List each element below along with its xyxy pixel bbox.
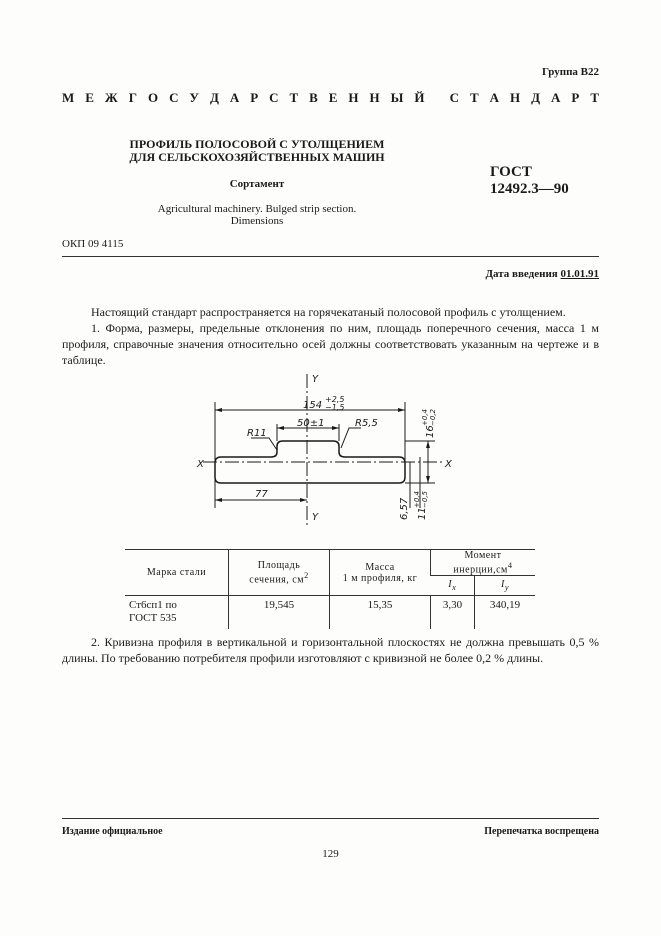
cell-mass: 15,35 — [330, 596, 431, 630]
reprint-note: Перепечатка воспрещена — [484, 826, 599, 837]
subtitle: Сортамент — [229, 178, 285, 190]
cell-area: 19,545 — [229, 596, 330, 630]
cell-grade: Ст6сп1 по ГОСТ 535 — [129, 599, 177, 625]
mass-label-line1: Масса — [365, 561, 395, 573]
page-number: 129 — [322, 848, 339, 860]
banner-letter: С — [269, 90, 279, 105]
banner-letter: А — [229, 90, 240, 105]
footer-divider — [62, 818, 599, 819]
standard-banner — [62, 90, 599, 106]
arrow — [426, 441, 430, 448]
banner-letter: А — [489, 90, 500, 105]
english-title-line-1: Agricultural machinery. Bulged strip section. — [157, 203, 357, 215]
banner-letter: Й — [414, 90, 425, 105]
banner-letter: Е — [85, 90, 94, 105]
header-divider — [62, 256, 599, 257]
okp-code: ОКП 09 4115 — [62, 238, 124, 250]
banner-letter: Р — [250, 90, 259, 105]
paragraph-2: 2. Кривизна профиля в вертикальной и горизонтальной плоскостях не должна превышать 0,5 % длины. По требованию потребителя профили изготовляют с кривизной не более 0,2 % длины. — [62, 635, 599, 665]
banner-letter: Е — [328, 90, 338, 105]
dim-thickness-text: 11 — [417, 507, 428, 520]
banner-letter: А — [551, 90, 561, 105]
leader-r55 — [341, 428, 361, 448]
banner-letter: Д — [531, 90, 541, 105]
col-iy: $I_y$ — [475, 576, 535, 596]
group-code: Группа В22 — [541, 66, 599, 78]
dim-width-text: 154 — [303, 400, 323, 411]
banner-letter: Н — [510, 90, 521, 105]
date-value: 01.01.91 — [560, 268, 599, 280]
banner-letter: Г — [128, 90, 137, 105]
col-steel-grade: Марка стали — [125, 550, 229, 596]
dim-thickness-tol-upper: +0,4 — [413, 491, 421, 508]
area-label-line1: Площадь — [257, 560, 301, 571]
dim-height-tol-lower: −0,2 — [429, 409, 437, 426]
dim-half-text: 77 — [255, 489, 268, 500]
english-title-line-2: Dimensions — [230, 215, 284, 227]
banner-letter: Ы — [390, 90, 404, 105]
axis-x-label-right: X — [445, 459, 452, 470]
dim-height-text: 16 — [425, 425, 436, 438]
cell-ix: 3,30 — [431, 596, 475, 630]
gost-label: ГОСТ — [490, 164, 532, 180]
banner-letter: Р — [571, 90, 580, 105]
table-row — [125, 596, 535, 630]
date-label: Дата введения — [485, 268, 558, 280]
area-label-line2: сечения, см — [249, 574, 305, 586]
title-line-2: ДЛЯ СЕЛЬСКОХОЗЯЙСТВЕННЫХ МАШИН — [129, 150, 385, 164]
arrow — [300, 498, 307, 502]
banner-letter: Т — [289, 90, 299, 105]
arrow — [215, 408, 222, 412]
dim-bulge-text: 50±1 — [297, 418, 325, 429]
leader-r11 — [251, 438, 277, 450]
title-line-1: ПРОФИЛЬ ПОЛОСОВОЙ С УТОЛЩЕНИЕМ — [129, 137, 385, 151]
mass-label-line2: 1 м профиля, кг — [342, 572, 418, 584]
paragraph-scope: Настоящий стандарт распространяется на горячекатаный полосовой профиль с утолщением. — [91, 305, 566, 319]
banner-letter: Т — [470, 90, 479, 105]
banner-letter: С — [169, 90, 179, 105]
axis-y-label-bottom: Y — [312, 512, 319, 523]
introduction-date — [485, 268, 599, 280]
paragraph-1: 1. Форма, размеры, предельные отклонения по ним, площадь поперечного сечения, масса 1 м профиля, справочные значения относительно осей должны соответствовать указанным на чертеже и в таблице. — [62, 321, 599, 367]
axis-y-label-top: Y — [312, 374, 319, 385]
area-power: 2 — [304, 571, 309, 580]
dim-height-tol-upper: +0,4 — [421, 409, 429, 426]
col-ix: $I_x$ — [431, 576, 475, 596]
banner-letter — [435, 90, 438, 106]
banner-letter: Н — [369, 90, 380, 105]
dim-thickness-tol-lower: −0,5 — [421, 491, 429, 508]
banner-letter: О — [147, 90, 159, 105]
dim-width-tol-upper: +2,5 — [325, 395, 345, 404]
gost-number: 12492.3—90 — [490, 181, 569, 197]
axis-x-label-left: X — [197, 459, 204, 470]
profile-drawing — [185, 368, 475, 530]
banner-letter: Ж — [104, 90, 118, 105]
banner-letter: Д — [209, 90, 219, 105]
banner-letter: М — [62, 90, 75, 105]
radius-inner-text: R5,5 — [355, 418, 378, 429]
cell-iy: 340,19 — [475, 596, 535, 630]
col-area — [229, 550, 330, 596]
moment-power: 4 — [507, 561, 513, 570]
dim-width-tol-lower: −1,5 — [325, 403, 345, 412]
banner-letter: Н — [348, 90, 359, 105]
col-mass — [330, 550, 431, 596]
arrow — [277, 426, 284, 430]
col-moment: Момент $инерции,см^4$ — [431, 550, 536, 576]
banner-letter: С — [449, 90, 460, 105]
arrow — [215, 498, 222, 502]
steel-table — [125, 549, 535, 629]
banner-letter: У — [189, 90, 199, 105]
arrow — [426, 476, 430, 483]
radius-outer-text: R11 — [247, 428, 267, 439]
banner-letter: Т — [590, 90, 599, 105]
edition-note: Издание официальное — [62, 826, 163, 837]
dim-centroid-text: 6,57 — [399, 497, 410, 520]
arrow — [332, 426, 339, 430]
banner-letter: В — [309, 90, 318, 105]
arrow — [398, 408, 405, 412]
